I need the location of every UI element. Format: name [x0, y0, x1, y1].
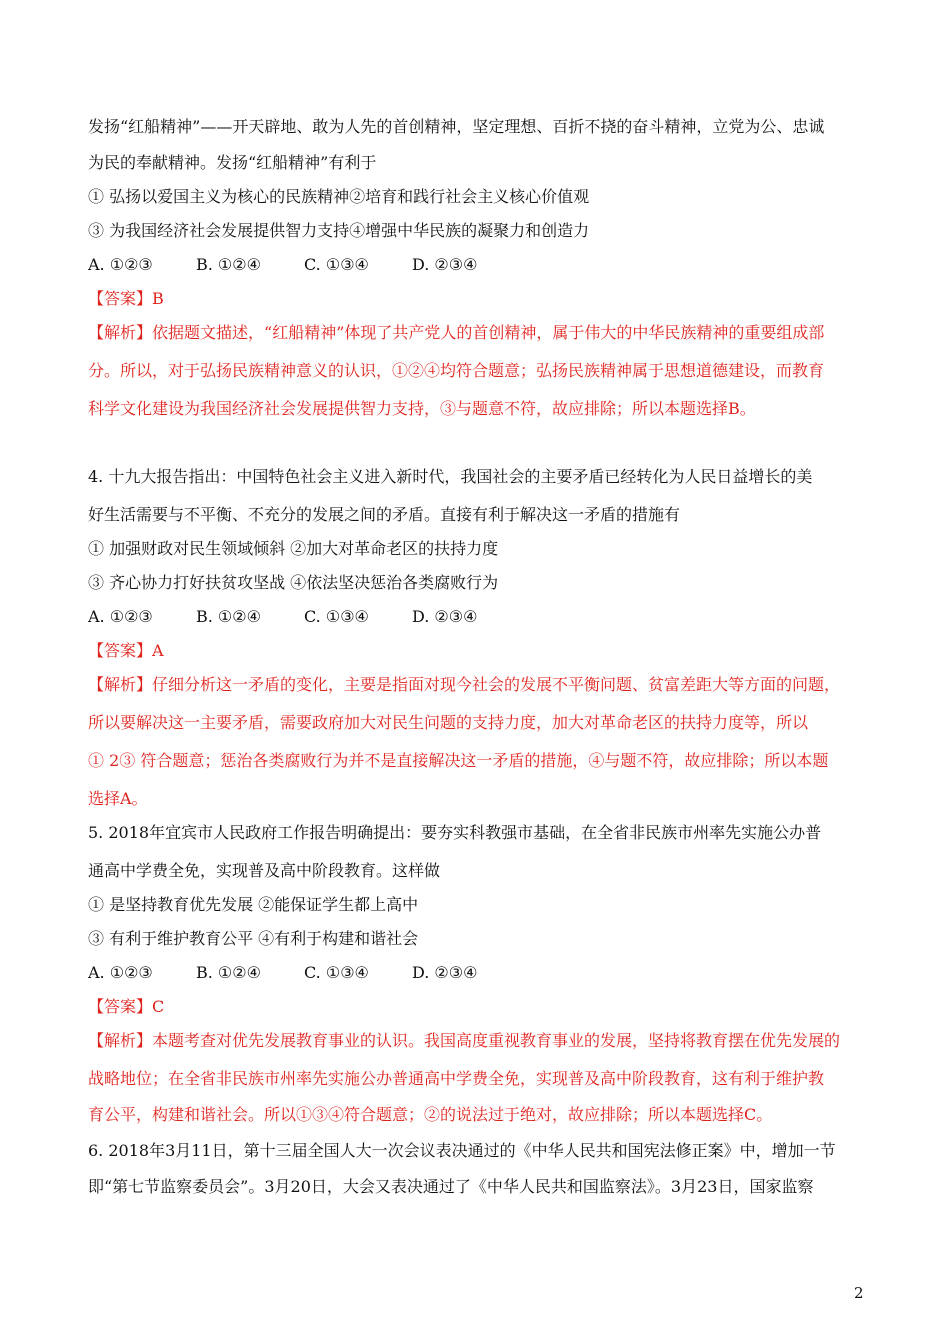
- q4-stem-line-2: 好生活需要与不平衡、不充分的发展之间的矛盾。直接有利于解决这一矛盾的措施有: [88, 505, 681, 524]
- q3-option-c: C. ①③④: [304, 255, 369, 274]
- page-number: 2: [854, 1284, 864, 1302]
- q5-option-a: A. ①②③: [88, 963, 153, 982]
- q6-stem-line-2: 即“第七节监察委员会”。3月20日，大会又表决通过了《中华人民共和国监察法》。3月23日，国家监察: [88, 1177, 814, 1196]
- q3-item-line-1: ① 弘扬以爱国主义为核心的民族精神②培育和践行社会主义核心价值观: [88, 187, 590, 206]
- q4-option-b: B. ①②④: [196, 607, 261, 626]
- q4-option-a: A. ①②③: [88, 607, 153, 626]
- q3-option-a: A. ①②③: [88, 255, 153, 274]
- q5-item-line-1: ① 是坚持教育优先发展 ②能保证学生都上高中: [88, 895, 419, 914]
- q4-stem-line-1: 4. 十九大报告指出：中国特色社会主义进入新时代，我国社会的主要矛盾已经转化为人民日益增长的美: [88, 467, 813, 486]
- q5-options: [88, 962, 868, 984]
- q4-answer-value: A: [152, 641, 164, 660]
- q3-options: [88, 254, 868, 276]
- q4-item-line-1: ① 加强财政对民生领域倾斜 ②加大对革命老区的扶持力度: [88, 539, 499, 558]
- q4-answer-tag: 【答案】: [88, 641, 153, 660]
- q4-analysis-line-2: 所以要解决这一主要矛盾，需要政府加大对民生问题的支持力度，加大对革命老区的扶持力度等，所以: [88, 713, 809, 732]
- q4-answer: [88, 640, 868, 662]
- q3-analysis-text-1: 依据题文描述，“红船精神”体现了共产党人的首创精神，属于伟大的中华民族精神的重要组成部: [152, 323, 825, 342]
- q4-analysis-text-1: 仔细分析这一矛盾的变化，主要是指面对现今社会的发展不平衡问题、贫富差距大等方面的问题，: [152, 675, 841, 694]
- q4-analysis-tag: 【解析】: [88, 675, 153, 694]
- q3-answer-value: B: [152, 289, 164, 308]
- q4-options: [88, 606, 868, 628]
- q5-option-d: D. ②③④: [412, 963, 478, 982]
- q5-answer-value: C: [152, 997, 165, 1016]
- q5-analysis-line-2: 战略地位；在全省非民族市州率先实施公办普通高中学费全免，实现普及高中阶段教育，这有利于维护教: [88, 1069, 825, 1088]
- q3-analysis-line-1: [88, 322, 868, 344]
- q5-answer: [88, 996, 868, 1018]
- q3-analysis-line-2: 分。所以，对于弘扬民族精神意义的认识，①②④均符合题意；弘扬民族精神属于思想道德建设，而教育: [88, 361, 825, 380]
- q5-option-b: B. ①②④: [196, 963, 261, 982]
- q5-stem-line-1: 5. 2018年宜宾市人民政府工作报告明确提出：要夯实科教强市基础，在全省非民族市州率先实施公办普: [88, 823, 822, 842]
- q5-item-line-2: ③ 有利于维护教育公平 ④有利于构建和谐社会: [88, 929, 419, 948]
- q5-analysis-tag: 【解析】: [88, 1031, 153, 1050]
- q4-option-d: D. ②③④: [412, 607, 478, 626]
- q3-analysis-line-3: 科学文化建设为我国经济社会发展提供智力支持，③与题意不符，故应排除；所以本题选择B。: [88, 399, 756, 418]
- q5-stem-line-2: 通高中学费全免，实现普及高中阶段教育。这样做: [88, 861, 441, 880]
- q3-answer: [88, 288, 868, 310]
- q5-analysis-line-3: 育公平，构建和谐社会。所以①③④符合题意；②的说法过于绝对，故应排除；所以本题选择C。: [88, 1105, 773, 1124]
- q3-option-b: B. ①②④: [196, 255, 261, 274]
- q3-stem-line-1: 发扬“红船精神”——开天辟地、敢为人先的首创精神，坚定理想、百折不挠的奋斗精神，立党为公、忠诚: [88, 117, 825, 136]
- q3-analysis-tag: 【解析】: [88, 323, 153, 342]
- q4-option-c: C. ①③④: [304, 607, 369, 626]
- q5-option-c: C. ①③④: [304, 963, 369, 982]
- q3-stem-line-2: 为民的奉献精神。发扬“红船精神”有利于: [88, 153, 377, 172]
- q6-stem-line-1: 6. 2018年3月11日，第十三届全国人大一次会议表决通过的《中华人民共和国宪法修正案》中，增加一节: [88, 1141, 836, 1160]
- q3-answer-tag: 【答案】: [88, 289, 153, 308]
- q4-analysis-line-3: ① 2③ 符合题意；惩治各类腐败行为并不是直接解决这一矛盾的措施，④与题不符，故应排除；所以本题: [88, 751, 829, 770]
- q5-analysis-text-1: 本题考查对优先发展教育事业的认识。我国高度重视教育事业的发展，坚持将教育摆在优先发展的: [152, 1031, 841, 1050]
- q3-item-line-2: ③ 为我国经济社会发展提供智力支持④增强中华民族的凝聚力和创造力: [88, 221, 590, 240]
- q4-analysis-line-1: [88, 674, 868, 696]
- q5-analysis-line-1: [88, 1030, 868, 1052]
- q5-answer-tag: 【答案】: [88, 997, 153, 1016]
- q3-option-d: D. ②③④: [412, 255, 478, 274]
- q4-item-line-2: ③ 齐心协力打好扶贫攻坚战 ④依法坚决惩治各类腐败行为: [88, 573, 499, 592]
- q4-analysis-line-4: 选择A。: [88, 789, 148, 808]
